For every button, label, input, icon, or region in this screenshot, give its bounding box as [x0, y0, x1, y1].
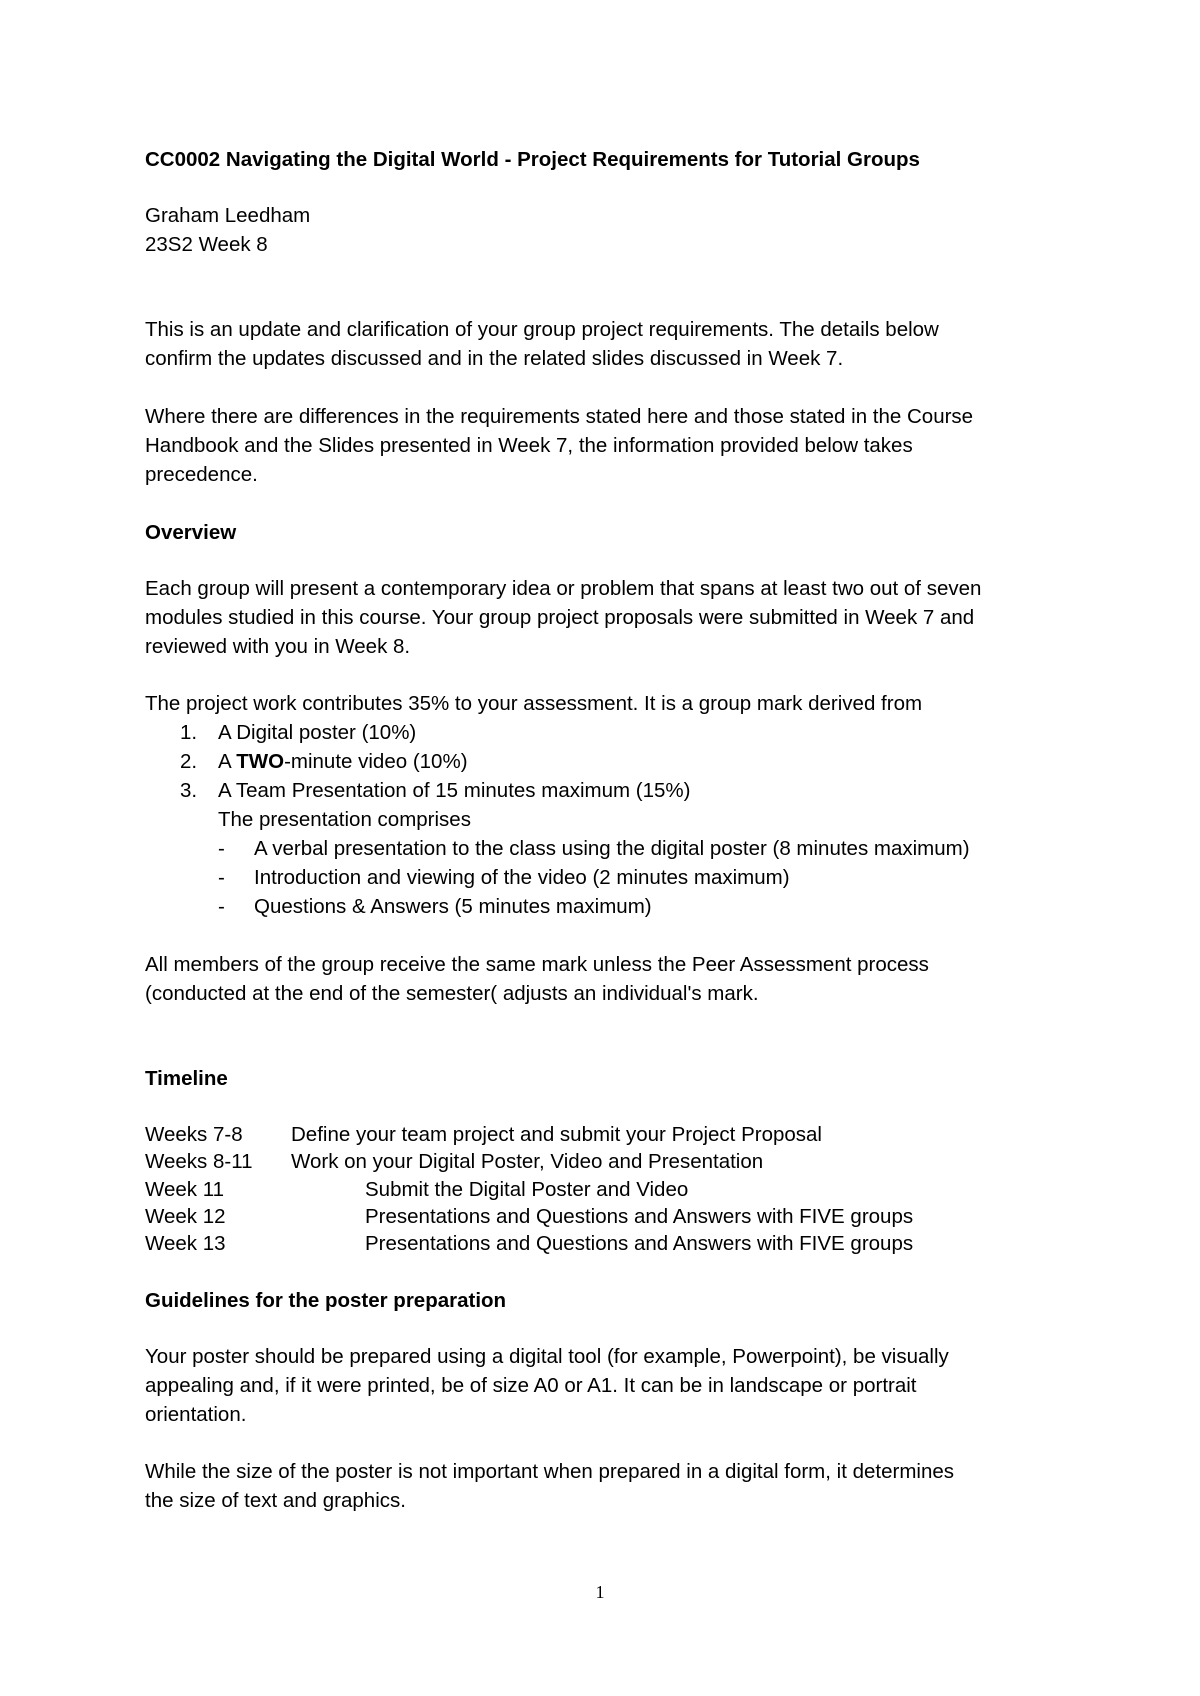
list-number-3: 3.	[180, 779, 198, 802]
sublist-dash-1: -	[218, 837, 225, 860]
poster-para2-line-2: the size of text and graphics.	[145, 1489, 406, 1512]
page-number: 1	[595, 1582, 605, 1602]
list-continuation: The presentation comprises	[218, 808, 471, 831]
timeline-week-1: Weeks 7-8	[145, 1123, 243, 1146]
list-number-1: 1.	[180, 721, 198, 744]
timeline-desc-2: Work on your Digital Poster, Video and Presentation	[291, 1150, 764, 1173]
timeline-week-4: Week 12	[145, 1205, 226, 1228]
sublist-item-video: Introduction and viewing of the video (2 minutes maximum)	[254, 866, 790, 889]
timeline-week-2: Weeks 8-11	[145, 1150, 253, 1173]
precedence-line-1: Where there are differences in the requirements stated here and those stated in the Course	[145, 405, 974, 428]
list-number-2: 2.	[180, 750, 198, 773]
sublist-item-verbal: A verbal presentation to the class using the digital poster (8 minutes maximum)	[254, 837, 970, 860]
list-item-video	[218, 750, 468, 774]
overview-para2: The project work contributes 35% to your assessment. It is a group mark derived from	[145, 692, 923, 715]
intro-line-1: This is an update and clarification of your group project requirements. The details below	[145, 318, 939, 341]
sublist-item-qa: Questions & Answers (5 minutes maximum)	[254, 895, 652, 918]
overview-para3-line-1: All members of the group receive the same mark unless the Peer Assessment process	[145, 953, 929, 976]
poster-para2-line-1: While the size of the poster is not important when prepared in a digital form, it determines	[145, 1460, 955, 1483]
poster-heading: Guidelines for the poster preparation	[145, 1289, 507, 1312]
list-item-video-bold: TWO	[236, 750, 285, 773]
precedence-line-2: Handbook and the Slides presented in Week 7, the information provided below takes	[145, 434, 913, 457]
timeline-week-3: Week 11	[145, 1178, 225, 1201]
author-name: Graham Leedham	[145, 204, 311, 227]
timeline-desc-3: Submit the Digital Poster and Video	[365, 1178, 689, 1201]
sublist-dash-2: -	[218, 866, 225, 889]
intro-line-2: confirm the updates discussed and in the related slides discussed in Week 7.	[145, 347, 844, 370]
list-item-presentation: A Team Presentation of 15 minutes maximum (15%)	[218, 779, 691, 802]
term-label: 23S2 Week 8	[145, 233, 268, 256]
timeline-desc-1: Define your team project and submit your Project Proposal	[291, 1123, 822, 1146]
overview-para1-line-1: Each group will present a contemporary idea or problem that spans at least two out of seven	[145, 577, 982, 600]
poster-para1-line-1: Your poster should be prepared using a digital tool (for example, Powerpoint), be visually	[145, 1345, 949, 1368]
overview-para3-line-2: (conducted at the end of the semester( adjusts an individual's mark.	[145, 982, 759, 1005]
timeline-week-5: Week 13	[145, 1232, 226, 1255]
timeline-heading: Timeline	[145, 1067, 228, 1090]
document-title: CC0002 Navigating the Digital World - Project Requirements for Tutorial Groups	[145, 148, 920, 171]
overview-heading: Overview	[145, 521, 237, 544]
overview-para1-line-2: modules studied in this course. Your group project proposals were submitted in Week 7 and	[145, 606, 975, 629]
sublist-dash-3: -	[218, 895, 225, 918]
list-item-poster: A Digital poster (10%)	[218, 721, 417, 744]
overview-para1-line-3: reviewed with you in Week 8.	[145, 635, 411, 658]
list-item-video-pre: A	[218, 750, 237, 773]
poster-para1-line-3: orientation.	[145, 1403, 247, 1426]
poster-para1-line-2: appealing and, if it were printed, be of size A0 or A1. It can be in landscape or portrait	[145, 1374, 917, 1397]
list-item-video-post: -minute video (10%)	[284, 750, 468, 773]
timeline-desc-4: Presentations and Questions and Answers with FIVE groups	[365, 1205, 914, 1228]
timeline-desc-5: Presentations and Questions and Answers with FIVE groups	[365, 1232, 914, 1255]
precedence-line-3: precedence.	[145, 463, 258, 486]
